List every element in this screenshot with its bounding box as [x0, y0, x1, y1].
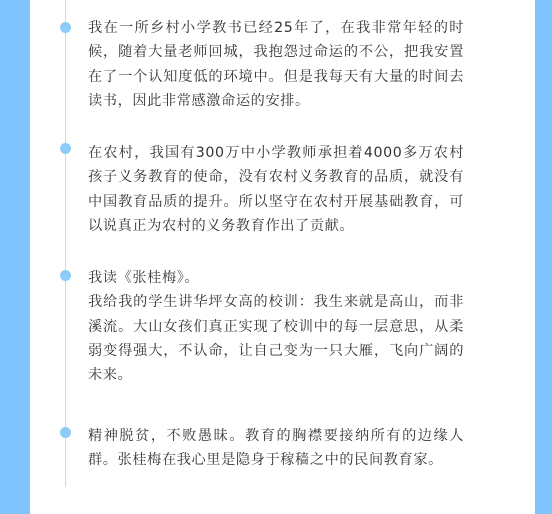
entry-text: [88, 266, 464, 387]
bullet-dot-icon: [60, 22, 71, 33]
paragraph: 我在一所乡村小学教书已经25年了，在我非常年轻的时候，随着大量老师回城，我抱怨过命运的不公，把我安置在了一个认知度低的环境中。但是我每天有大量的时间去读书，因此非常感激命运的安排。: [88, 20, 464, 109]
bullet-dot-icon: [60, 427, 71, 438]
bullet-dot-icon: [60, 270, 71, 281]
timeline-line: [65, 0, 66, 487]
paragraph: 精神脱贫，不败愚昧。教育的胸襟要接纳所有的边缘人群。张桂梅在我心里是隐身于稼穑之中的民间教育家。: [88, 428, 464, 469]
entry-text: [88, 424, 464, 473]
bullet-dot-icon: [60, 143, 71, 154]
entry-text: [88, 141, 464, 238]
paragraph: 在农村，我国有300万中小学教师承担着4000多万农村孩子义务教育的使命，没有农村义务教育的品质，就没有中国教育品质的提升。所以坚守在农村开展基础教育，可以说真正为农村的义务教育作出了贡献。: [88, 145, 464, 234]
paragraph: 我给我的学生讲华坪女高的校训：我生来就是高山，而非溪流。大山女孩们真正实现了校训中的每一层意思，从柔弱变得强大，不认命，让自己变为一只大雁，飞向广阔的未来。: [88, 294, 464, 384]
paragraph: 我读《张桂梅》。: [88, 270, 200, 286]
entry-text: [88, 16, 464, 113]
